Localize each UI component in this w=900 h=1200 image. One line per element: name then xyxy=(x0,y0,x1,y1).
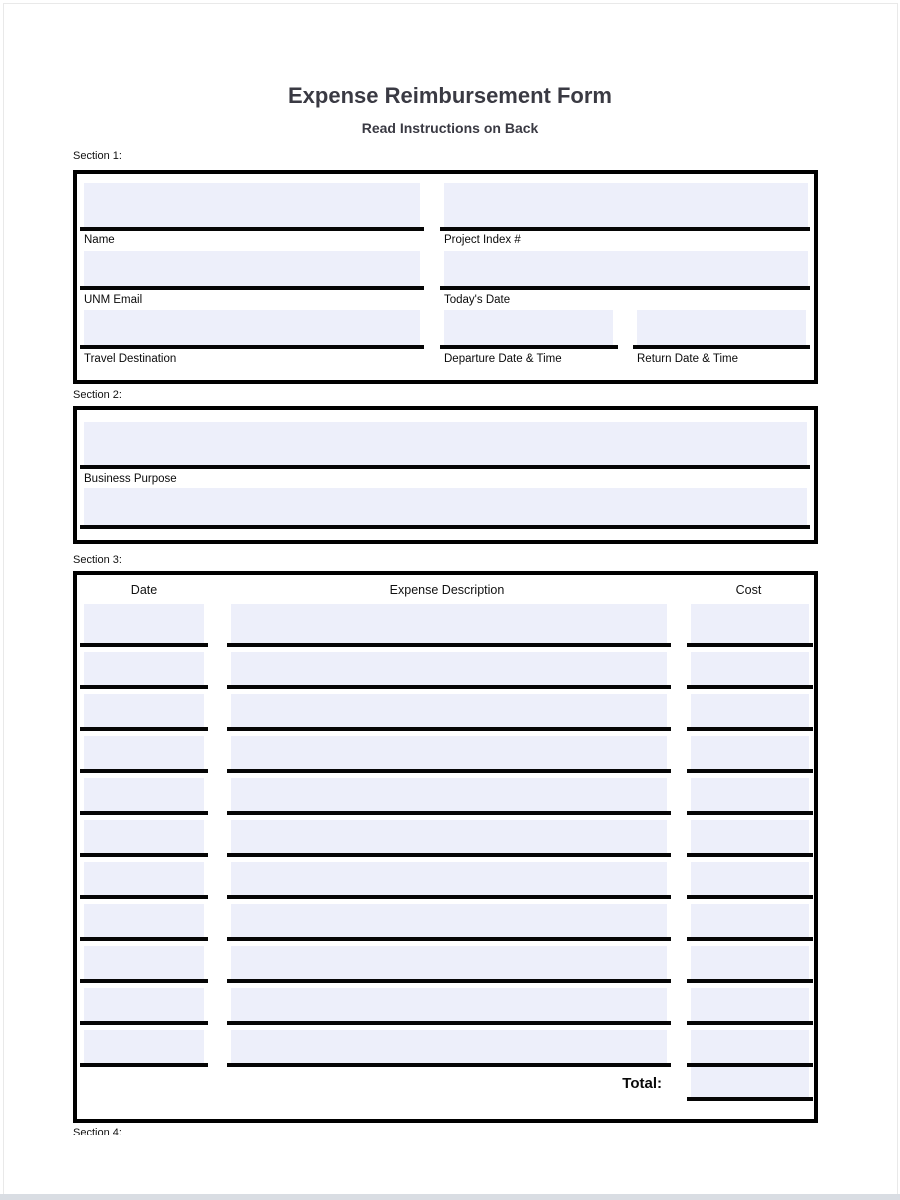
business-purpose-underline xyxy=(80,465,810,469)
expense-row-cost-underline xyxy=(687,769,813,773)
expense-row-cost-underline xyxy=(687,937,813,941)
section3-box xyxy=(73,571,818,1123)
project-index-field[interactable] xyxy=(444,183,808,227)
expense-row-cost-underline xyxy=(687,811,813,815)
expense-row-description-field[interactable] xyxy=(231,904,667,937)
expense-row-date-field[interactable] xyxy=(84,736,204,769)
expense-row-description-underline xyxy=(227,895,671,899)
unm-email-label: UNM Email xyxy=(84,294,143,306)
expense-row-description-field[interactable] xyxy=(231,736,667,769)
expense-row-cost-underline xyxy=(687,1021,813,1025)
expense-row-date-underline xyxy=(80,727,208,731)
expense-row-description-field[interactable] xyxy=(231,778,667,811)
departure-label: Departure Date & Time xyxy=(444,353,562,365)
page-subtitle: Read Instructions on Back xyxy=(361,120,539,136)
date-column-header: Date xyxy=(130,583,158,597)
section3-label: Section 3: xyxy=(73,554,122,566)
cost-column-header: Cost xyxy=(735,583,762,597)
travel-destination-field[interactable] xyxy=(84,310,420,345)
page-bottom-edge xyxy=(0,1194,900,1200)
name-label: Name xyxy=(84,234,115,246)
business-purpose-field[interactable] xyxy=(84,422,807,465)
description-column-header: Expense Description xyxy=(389,583,505,597)
business-purpose-line2-underline xyxy=(80,525,810,529)
expense-row-cost-field[interactable] xyxy=(691,736,809,769)
expense-row-date-underline xyxy=(80,811,208,815)
expense-row-cost-field[interactable] xyxy=(691,652,809,685)
expense-row-description-field[interactable] xyxy=(231,862,667,895)
business-purpose-label: Business Purpose xyxy=(84,473,177,485)
section2-label: Section 2: xyxy=(73,389,122,401)
expense-row-cost-field[interactable] xyxy=(691,988,809,1021)
expense-row-cost-underline xyxy=(687,727,813,731)
expense-row-date-underline xyxy=(80,769,208,773)
name-field[interactable] xyxy=(84,183,420,227)
expense-row-cost-underline xyxy=(687,685,813,689)
expense-row-cost-field[interactable] xyxy=(691,946,809,979)
expense-row-description-underline xyxy=(227,643,671,647)
todays-date-label: Today's Date xyxy=(444,294,511,306)
expense-row-date-underline xyxy=(80,853,208,857)
expense-row-date-field[interactable] xyxy=(84,604,204,643)
section2-box xyxy=(73,406,818,544)
expense-row-date-field[interactable] xyxy=(84,778,204,811)
expense-row-date-underline xyxy=(80,979,208,983)
expense-row-description-field[interactable] xyxy=(231,946,667,979)
section4-label-clipped: Section 4: xyxy=(73,1127,122,1135)
expense-row-date-field[interactable] xyxy=(84,652,204,685)
expense-row-description-underline xyxy=(227,685,671,689)
travel-destination-label: Travel Destination xyxy=(84,353,177,365)
total-cost-field[interactable] xyxy=(691,1067,809,1097)
total-label: Total: xyxy=(622,1075,662,1092)
expense-row-date-underline xyxy=(80,685,208,689)
expense-row-description-field[interactable] xyxy=(231,694,667,727)
expense-row-date-field[interactable] xyxy=(84,820,204,853)
expense-row-date-underline xyxy=(80,937,208,941)
expense-row-cost-field[interactable] xyxy=(691,1030,809,1063)
expense-row-date-underline xyxy=(80,1021,208,1025)
expense-row-description-field[interactable] xyxy=(231,820,667,853)
expense-row-date-field[interactable] xyxy=(84,904,204,937)
business-purpose-line2-field[interactable] xyxy=(84,488,807,525)
return-label: Return Date & Time xyxy=(637,353,738,365)
project-index-label: Project Index # xyxy=(444,234,521,246)
expense-row-date-field[interactable] xyxy=(84,946,204,979)
todays-date-underline xyxy=(440,286,810,290)
expense-row-description-field[interactable] xyxy=(231,988,667,1021)
expense-row-description-field[interactable] xyxy=(231,652,667,685)
expense-row-description-underline xyxy=(227,937,671,941)
project-index-underline xyxy=(440,227,810,231)
expense-row-description-field[interactable] xyxy=(231,1030,667,1063)
expense-row-date-underline xyxy=(80,643,208,647)
expense-row-cost-field[interactable] xyxy=(691,694,809,727)
return-date-time-field[interactable] xyxy=(637,310,806,345)
name-underline xyxy=(80,227,424,231)
expense-row-cost-field[interactable] xyxy=(691,778,809,811)
unm-email-underline xyxy=(80,286,424,290)
expense-row-cost-underline xyxy=(687,979,813,983)
expense-row-description-field[interactable] xyxy=(231,604,667,643)
expense-row-description-underline xyxy=(227,769,671,773)
expense-row-date-field[interactable] xyxy=(84,694,204,727)
expense-row-description-underline xyxy=(227,1021,671,1025)
section1-label: Section 1: xyxy=(73,150,122,162)
expense-row-description-underline xyxy=(227,853,671,857)
expense-row-cost-field[interactable] xyxy=(691,862,809,895)
expense-row-cost-underline xyxy=(687,643,813,647)
expense-row-description-underline xyxy=(227,727,671,731)
departure-underline xyxy=(440,345,618,349)
expense-row-cost-field[interactable] xyxy=(691,820,809,853)
expense-row-cost-field[interactable] xyxy=(691,604,809,643)
travel-destination-underline xyxy=(80,345,424,349)
expense-row-date-field[interactable] xyxy=(84,988,204,1021)
section1-box xyxy=(73,170,818,384)
departure-date-time-field[interactable] xyxy=(444,310,613,345)
expense-row-date-field[interactable] xyxy=(84,1030,204,1063)
return-underline xyxy=(633,345,810,349)
expense-row-date-field[interactable] xyxy=(84,862,204,895)
unm-email-field[interactable] xyxy=(84,251,420,286)
total-underline xyxy=(687,1097,813,1101)
page-title: Expense Reimbursement Form xyxy=(288,83,612,108)
todays-date-field[interactable] xyxy=(444,251,808,286)
expense-row-date-underline xyxy=(80,895,208,899)
expense-row-cost-underline xyxy=(687,895,813,899)
expense-row-cost-underline xyxy=(687,853,813,857)
expense-row-cost-field[interactable] xyxy=(691,904,809,937)
expense-row-description-underline xyxy=(227,979,671,983)
expense-row-date-underline xyxy=(80,1063,208,1067)
expense-row-description-underline xyxy=(227,811,671,815)
expense-row-description-underline xyxy=(227,1063,671,1067)
